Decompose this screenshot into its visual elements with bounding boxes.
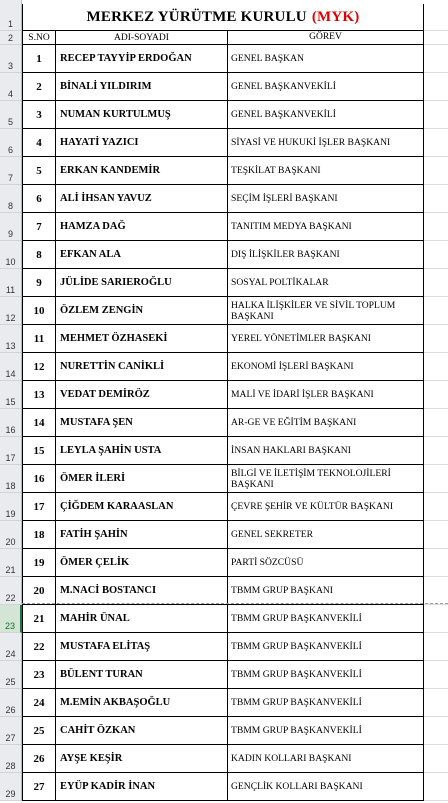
member-name[interactable]: NURETTİN CANİKLİ (56, 353, 228, 381)
member-role[interactable]: SEÇİM İŞLERİ BAŞKANI (228, 185, 424, 213)
empty-cell[interactable] (424, 4, 448, 31)
member-number[interactable]: 21 (22, 605, 56, 633)
table-row[interactable] (22, 353, 448, 381)
table-row[interactable] (22, 129, 448, 157)
table-row[interactable] (22, 101, 448, 129)
member-number[interactable]: 10 (22, 297, 56, 325)
empty-cell[interactable] (424, 129, 448, 157)
empty-cell[interactable] (424, 185, 448, 213)
member-role[interactable]: GENEL BAŞKANVEKİLİ (228, 101, 424, 129)
member-name[interactable]: MUSTAFA ELİTAŞ (56, 633, 228, 661)
sheet-title-cell[interactable] (22, 4, 424, 31)
empty-cell[interactable] (424, 325, 448, 353)
header-row[interactable] (22, 31, 448, 45)
row-header-23[interactable]: 23 (0, 605, 22, 633)
member-name[interactable]: MUSTAFA ŞEN (56, 409, 228, 437)
member-name[interactable]: EFKAN ALA (56, 241, 228, 269)
member-role[interactable]: YEREL YÖNETİMLER BAŞKANI (228, 325, 424, 353)
title-row[interactable] (22, 4, 448, 31)
table-row[interactable] (22, 661, 448, 689)
member-name[interactable]: ÖMER ÇELİK (56, 549, 228, 577)
row-header-17[interactable]: 17 (0, 437, 22, 465)
member-role[interactable]: TBMM GRUP BAŞKANVEKİLİ (228, 605, 424, 633)
table-row[interactable] (22, 185, 448, 213)
empty-cell[interactable] (424, 157, 448, 185)
table-row[interactable] (22, 773, 448, 801)
member-role[interactable]: GENEL BAŞKAN (228, 45, 424, 73)
row-header-13[interactable]: 13 (0, 325, 22, 353)
table-row[interactable] (22, 241, 448, 269)
row-header-10[interactable]: 10 (0, 241, 22, 269)
member-number[interactable]: 25 (22, 717, 56, 745)
member-role[interactable]: SOSYAL POLTİKALAR (228, 269, 424, 297)
table-row[interactable] (22, 157, 448, 185)
member-number[interactable]: 8 (22, 241, 56, 269)
empty-cell[interactable] (424, 689, 448, 717)
member-role[interactable]: HALKA İLİŞKİLER VE SİVİL TOPLUM BAŞKANI (228, 297, 424, 325)
empty-cell[interactable] (424, 31, 448, 45)
member-number[interactable]: 6 (22, 185, 56, 213)
table-row[interactable] (22, 73, 448, 101)
row-header-21[interactable]: 21 (0, 549, 22, 577)
row-header-8[interactable]: 8 (0, 185, 22, 213)
row-header-12[interactable]: 12 (0, 297, 22, 325)
empty-cell[interactable] (424, 437, 448, 465)
table-row[interactable] (22, 745, 448, 773)
member-number[interactable]: 23 (22, 661, 56, 689)
row-header-11[interactable]: 11 (0, 269, 22, 297)
member-name[interactable]: JÜLİDE SARIEROĞLU (56, 269, 228, 297)
row-header-28[interactable]: 28 (0, 745, 22, 773)
row-header-5[interactable]: 5 (0, 101, 22, 129)
member-role[interactable]: TBMM GRUP BAŞKANVEKİLİ (228, 717, 424, 745)
row-header-16[interactable]: 16 (0, 409, 22, 437)
member-number[interactable]: 22 (22, 633, 56, 661)
header-name[interactable]: ADI-SOYADI (56, 31, 228, 45)
table-row[interactable] (22, 717, 448, 745)
table-row[interactable] (22, 605, 448, 633)
header-gorev[interactable]: GÖREV (228, 31, 424, 45)
table-row[interactable] (22, 409, 448, 437)
member-role[interactable]: DIŞ İLİŞKİLER BAŞKANI (228, 241, 424, 269)
member-role[interactable]: TBMM GRUP BAŞKANVEKİLİ (228, 689, 424, 717)
empty-cell[interactable] (424, 773, 448, 801)
page-break-line (22, 603, 448, 604)
empty-cell[interactable] (424, 409, 448, 437)
member-name[interactable]: NUMAN KURTULMUŞ (56, 101, 228, 129)
member-name[interactable]: VEDAT DEMİRÖZ (56, 381, 228, 409)
empty-cell[interactable] (424, 241, 448, 269)
member-role[interactable]: TEŞKİLAT BAŞKANI (228, 157, 424, 185)
member-number[interactable]: 19 (22, 549, 56, 577)
table-row[interactable] (22, 45, 448, 73)
empty-cell[interactable] (424, 577, 448, 605)
member-name[interactable]: HAYATİ YAZICI (56, 129, 228, 157)
row-header-7[interactable]: 7 (0, 157, 22, 185)
row-header-6[interactable]: 6 (0, 129, 22, 157)
empty-cell[interactable] (424, 45, 448, 73)
table-row[interactable] (22, 633, 448, 661)
row-header-19[interactable]: 19 (0, 493, 22, 521)
member-number[interactable]: 2 (22, 73, 56, 101)
row-header-26[interactable]: 26 (0, 689, 22, 717)
member-name[interactable]: M.NACİ BOSTANCI (56, 577, 228, 605)
empty-cell[interactable] (424, 605, 448, 633)
member-role[interactable]: BİLGİ VE İLETİŞİM TEKNOLOJİLERİ BAŞKANI (228, 465, 424, 493)
member-name[interactable]: ÖZLEM ZENGİN (56, 297, 228, 325)
member-role[interactable]: PARTİ SÖZCÜSÜ (228, 549, 424, 577)
row-header-22[interactable]: 22 (0, 577, 22, 605)
row-header-25[interactable]: 25 (0, 661, 22, 689)
table-row[interactable] (22, 269, 448, 297)
member-name[interactable]: ÇİĞDEM KARAASLAN (56, 493, 228, 521)
empty-cell[interactable] (424, 717, 448, 745)
table-row[interactable] (22, 213, 448, 241)
member-role[interactable]: MALİ VE İDARİ İŞLER BAŞKANI (228, 381, 424, 409)
member-role[interactable]: GENEL BAŞKANVEKİLİ (228, 73, 424, 101)
table-row[interactable] (22, 493, 448, 521)
member-name[interactable]: ÖMER İLERİ (56, 465, 228, 493)
table-row[interactable] (22, 325, 448, 353)
row-header-29[interactable]: 29 (0, 773, 22, 801)
member-name[interactable]: MEHMET ÖZHASEKİ (56, 325, 228, 353)
member-number[interactable]: 5 (22, 157, 56, 185)
member-role[interactable]: AR-GE VE EĞİTİM BAŞKANI (228, 409, 424, 437)
table-row[interactable] (22, 521, 448, 549)
member-role[interactable]: TBMM GRUP BAŞKANVEKİLİ (228, 661, 424, 689)
member-role[interactable]: TBMM GRUP BAŞKANI (228, 577, 424, 605)
member-number[interactable]: 24 (22, 689, 56, 717)
member-number[interactable]: 4 (22, 129, 56, 157)
empty-cell[interactable] (424, 745, 448, 773)
member-name[interactable]: MAHİR ÜNAL (56, 605, 228, 633)
member-number[interactable]: 12 (22, 353, 56, 381)
row-header-2[interactable]: 2 (0, 31, 22, 45)
empty-cell[interactable] (424, 297, 448, 325)
empty-cell[interactable] (424, 521, 448, 549)
member-role[interactable]: TBMM GRUP BAŞKANVEKİLİ (228, 633, 424, 661)
empty-cell[interactable] (424, 101, 448, 129)
member-role[interactable]: TANITIM MEDYA BAŞKANI (228, 213, 424, 241)
member-name[interactable]: EYÜP KADİR İNAN (56, 773, 228, 801)
member-number[interactable]: 9 (22, 269, 56, 297)
row-header-18[interactable]: 18 (0, 465, 22, 493)
member-number[interactable]: 18 (22, 521, 56, 549)
member-role[interactable]: İNSAN HAKLARI BAŞKANI (228, 437, 424, 465)
empty-cell[interactable] (424, 661, 448, 689)
member-role[interactable]: ÇEVRE ŞEHİR VE KÜLTÜR BAŞKANI (228, 493, 424, 521)
member-number[interactable]: 15 (22, 437, 56, 465)
member-role[interactable]: SİYASİ VE HUKUKİ İŞLER BAŞKANI (228, 129, 424, 157)
table-row[interactable] (22, 465, 448, 493)
member-name[interactable]: M.EMİN AKBAŞOĞLU (56, 689, 228, 717)
table-row[interactable] (22, 689, 448, 717)
row-header-20[interactable]: 20 (0, 521, 22, 549)
empty-cell[interactable] (424, 493, 448, 521)
empty-cell[interactable] (424, 633, 448, 661)
member-number[interactable]: 13 (22, 381, 56, 409)
row-header-14[interactable]: 14 (0, 353, 22, 381)
member-number[interactable]: 16 (22, 465, 56, 493)
member-name[interactable]: ALİ İHSAN YAVUZ (56, 185, 228, 213)
table-row[interactable] (22, 381, 448, 409)
member-name[interactable]: FATİH ŞAHİN (56, 521, 228, 549)
row-header-27[interactable]: 27 (0, 717, 22, 745)
member-role[interactable]: EKONOMİ İŞLERİ BAŞKANI (228, 353, 424, 381)
header-sno[interactable]: S.NO (22, 31, 56, 45)
member-name[interactable]: HAMZA DAĞ (56, 213, 228, 241)
member-name[interactable]: BÜLENT TURAN (56, 661, 228, 689)
row-header-15[interactable]: 15 (0, 381, 22, 409)
member-number[interactable]: 14 (22, 409, 56, 437)
table-row[interactable] (22, 297, 448, 325)
row-header-9[interactable]: 9 (0, 213, 22, 241)
member-number[interactable]: 17 (22, 493, 56, 521)
member-number[interactable]: 1 (22, 45, 56, 73)
empty-cell[interactable] (424, 381, 448, 409)
member-role[interactable]: KADIN KOLLARI BAŞKANI (228, 745, 424, 773)
empty-cell[interactable] (424, 353, 448, 381)
member-role[interactable]: GENEL SEKRETER (228, 521, 424, 549)
member-number[interactable]: 27 (22, 773, 56, 801)
row-header-24[interactable]: 24 (0, 633, 22, 661)
row-header-1[interactable]: 1 (0, 0, 22, 31)
member-name[interactable]: RECEP TAYYİP ERDOĞAN (56, 45, 228, 73)
table-row[interactable] (22, 437, 448, 465)
row-header-3[interactable]: 3 (0, 45, 22, 73)
empty-cell[interactable] (424, 549, 448, 577)
member-name[interactable]: CAHİT ÖZKAN (56, 717, 228, 745)
member-name[interactable]: LEYLA ŞAHİN USTA (56, 437, 228, 465)
table-row[interactable] (22, 549, 448, 577)
member-name[interactable]: AYŞE KEŞİR (56, 745, 228, 773)
row-header-4[interactable]: 4 (0, 73, 22, 101)
empty-cell[interactable] (424, 73, 448, 101)
member-name[interactable]: BİNALİ YILDIRIM (56, 73, 228, 101)
member-number[interactable]: 26 (22, 745, 56, 773)
member-number[interactable]: 7 (22, 213, 56, 241)
empty-cell[interactable] (424, 465, 448, 493)
member-number[interactable]: 11 (22, 325, 56, 353)
table-row[interactable] (22, 577, 448, 605)
member-number[interactable]: 3 (22, 101, 56, 129)
sheet-title: MERKEZ YÜRÜTME KURULU (86, 8, 307, 25)
member-number[interactable]: 20 (22, 577, 56, 605)
empty-cell[interactable] (424, 213, 448, 241)
member-name[interactable]: ERKAN KANDEMİR (56, 157, 228, 185)
empty-cell[interactable] (424, 269, 448, 297)
member-role[interactable]: GENÇLİK KOLLARI BAŞKANI (228, 773, 424, 801)
sheet-title-suffix: (MYK) (311, 8, 360, 25)
